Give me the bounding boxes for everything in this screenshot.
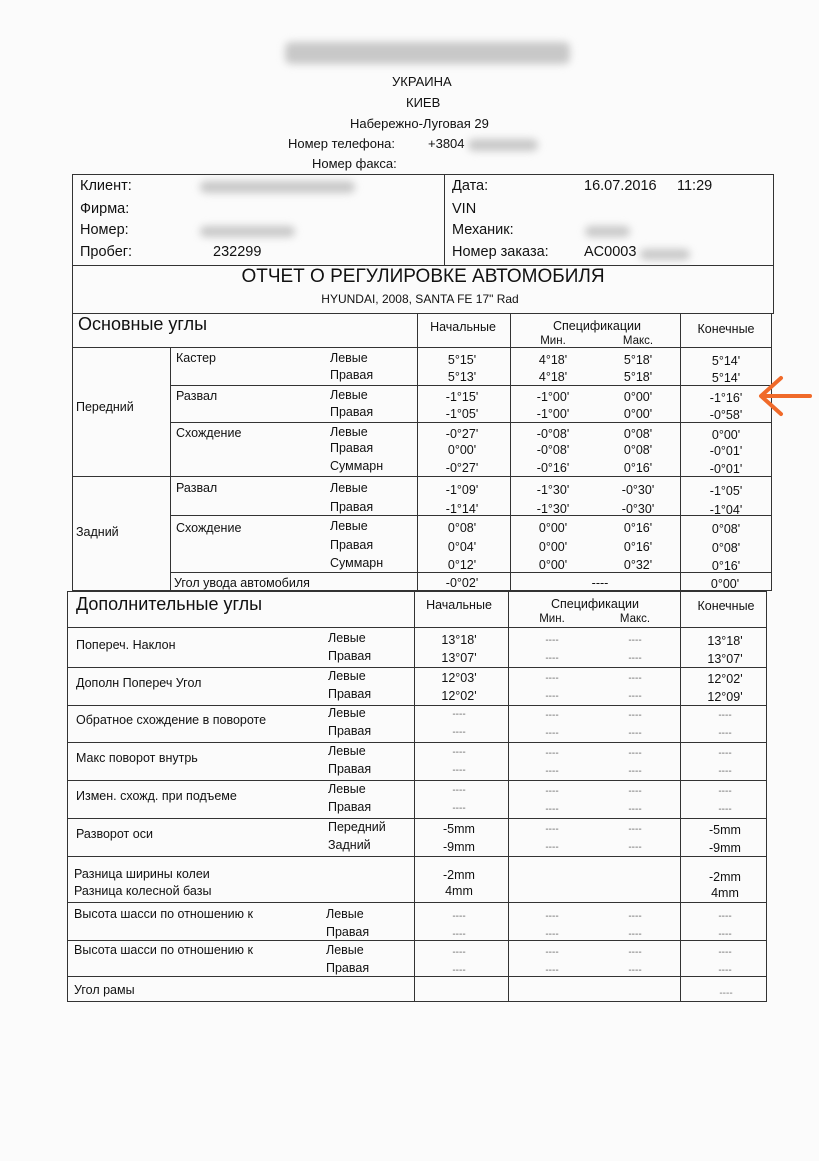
mechanic-label: Механик: bbox=[452, 222, 514, 238]
side-label: Левые bbox=[330, 519, 368, 533]
wheelbase-diff-final: 4mm bbox=[711, 886, 739, 900]
final-value: 12°02' bbox=[707, 672, 743, 686]
initial-value: 12°02' bbox=[441, 689, 477, 703]
front-1-name: Кастер bbox=[176, 351, 216, 365]
vin-label: VIN bbox=[452, 201, 477, 217]
side-label: Правая bbox=[328, 724, 372, 738]
spec-max-value: 0°08' bbox=[623, 443, 653, 457]
redacted-mechanic bbox=[585, 226, 630, 237]
side-label: Задний bbox=[328, 838, 371, 852]
side-label: Правая bbox=[328, 687, 372, 701]
spec-min-value: 0°00' bbox=[538, 558, 568, 572]
initial-value: -9mm bbox=[443, 840, 475, 854]
redacted-number bbox=[200, 226, 295, 237]
height-group-name: Высота шасси по отношению к bbox=[74, 943, 253, 957]
spec-min-value: 0°00' bbox=[538, 521, 568, 535]
side-label: Передний bbox=[328, 820, 386, 834]
side-label: Правая bbox=[330, 405, 374, 419]
final-value: ---- bbox=[718, 766, 732, 777]
country: УКРАИНА bbox=[392, 74, 452, 89]
order-value: AC0003 bbox=[584, 244, 637, 260]
initial-value: -0°27' bbox=[445, 461, 479, 475]
final-value: 0°08' bbox=[711, 541, 741, 555]
spec-max-value: ---- bbox=[628, 635, 642, 646]
side-label: Левые bbox=[328, 631, 366, 645]
wheelbase-diff-initial: 4mm bbox=[445, 884, 473, 898]
initial-value: ---- bbox=[452, 765, 466, 776]
track-diff-initial: -2mm bbox=[443, 868, 475, 882]
final-value: ---- bbox=[718, 748, 732, 759]
initial-value: -1°14' bbox=[445, 502, 479, 516]
final-value: 5°14' bbox=[711, 371, 741, 385]
spec-min-value: ---- bbox=[545, 965, 559, 976]
initial-value: -5mm bbox=[443, 822, 475, 836]
vehicle-info: HYUNDAI, 2008, SANTA FE 17" Rad bbox=[321, 292, 519, 306]
main-col-min: Мин. bbox=[540, 335, 566, 347]
spec-min-value: -0°08' bbox=[536, 443, 570, 457]
mileage-value: 232299 bbox=[213, 244, 262, 260]
final-value: -1°16' bbox=[709, 391, 743, 405]
side-label: Правая bbox=[330, 538, 374, 552]
initial-value: ---- bbox=[452, 929, 466, 940]
side-label: Правая bbox=[330, 500, 374, 514]
initial-value: -1°05' bbox=[445, 407, 479, 421]
spec-min-value: -1°30' bbox=[536, 502, 570, 516]
front-2-name: Развал bbox=[176, 389, 218, 403]
spec-max-value: 0°08' bbox=[623, 427, 653, 441]
spec-max-value: ---- bbox=[628, 786, 642, 797]
side-label: Левые bbox=[328, 669, 366, 683]
initial-value: 5°15' bbox=[447, 353, 477, 367]
spec-max-value: ---- bbox=[628, 804, 642, 815]
frame-angle-label: Угол рамы bbox=[74, 983, 135, 997]
final-value: 12°09' bbox=[707, 690, 743, 704]
spec-max-value: 0°00' bbox=[623, 390, 653, 404]
initial-value: ---- bbox=[452, 747, 466, 758]
final-value: ---- bbox=[718, 965, 732, 976]
rear-1-name: Развал bbox=[176, 481, 218, 495]
initial-value: ---- bbox=[452, 947, 466, 958]
time-value: 11:29 bbox=[677, 178, 713, 194]
final-value: 0°16' bbox=[711, 559, 741, 573]
frame-angle-final: ---- bbox=[719, 988, 733, 999]
redacted-order bbox=[640, 249, 690, 260]
spec-min-value: ---- bbox=[545, 728, 559, 739]
client-label: Клиент: bbox=[80, 178, 132, 194]
initial-value: ---- bbox=[452, 911, 466, 922]
spec-min-value: -0°16' bbox=[536, 461, 570, 475]
main-section-title: Основные углы bbox=[78, 314, 208, 334]
spec-max-value: ---- bbox=[628, 728, 642, 739]
spec-min-value: ---- bbox=[545, 748, 559, 759]
extra-group-name: Обратное схождение в повороте bbox=[76, 713, 267, 727]
redacted-phone bbox=[468, 139, 538, 151]
wheelbase-diff-label: Разница колесной базы bbox=[74, 884, 212, 898]
initial-value: 0°08' bbox=[447, 521, 477, 535]
final-value: ---- bbox=[718, 804, 732, 815]
extra-group-name: Макс поворот внутрь bbox=[76, 751, 198, 765]
order-label: Номер заказа: bbox=[452, 244, 549, 260]
side-label: Левые bbox=[326, 943, 364, 957]
final-value: ---- bbox=[718, 929, 732, 940]
side-label: Правая bbox=[326, 925, 370, 939]
initial-value: -0°27' bbox=[445, 427, 479, 441]
spec-max-value: 0°16' bbox=[623, 461, 653, 475]
initial-value: ---- bbox=[452, 727, 466, 738]
spec-max-value: -0°30' bbox=[621, 502, 655, 516]
initial-value: ---- bbox=[452, 803, 466, 814]
final-value: ---- bbox=[718, 710, 732, 721]
final-value: 13°18' bbox=[707, 634, 743, 648]
date-value: 16.07.2016 bbox=[584, 178, 657, 194]
spec-max-value: 5°18' bbox=[623, 353, 653, 367]
side-label: Правая bbox=[328, 762, 372, 776]
side-label: Левые bbox=[330, 425, 368, 439]
redacted-client bbox=[200, 181, 355, 193]
initial-value: ---- bbox=[452, 965, 466, 976]
initial-value: -1°09' bbox=[445, 483, 479, 497]
spec-max-value: ---- bbox=[628, 842, 642, 853]
spec-min-value: 4°18' bbox=[538, 353, 568, 367]
side-label: Правая bbox=[330, 368, 374, 382]
city: КИЕВ bbox=[406, 95, 441, 110]
initial-value: -1°15' bbox=[445, 390, 479, 404]
spec-max-value: 0°32' bbox=[623, 558, 653, 572]
final-value: -1°05' bbox=[709, 484, 743, 498]
track-diff-label: Разница ширины колеи bbox=[74, 867, 210, 881]
side-label: Левые bbox=[328, 782, 366, 796]
extra-group-name: Попереч. Наклон bbox=[76, 638, 176, 652]
side-label: Правая bbox=[326, 961, 370, 975]
spec-min-value: ---- bbox=[545, 786, 559, 797]
initial-value: 0°12' bbox=[447, 558, 477, 572]
side-label: Суммарн bbox=[330, 556, 384, 570]
arrow-icon bbox=[755, 372, 815, 422]
rear-2-name: Схождение bbox=[176, 521, 242, 535]
spec-min-value: ---- bbox=[545, 653, 559, 664]
spec-min-value: ---- bbox=[545, 804, 559, 815]
final-value: 0°08' bbox=[711, 522, 741, 536]
address: Набережно-Луговая 29 bbox=[350, 116, 489, 131]
spec-max-value: ---- bbox=[628, 710, 642, 721]
side-label: Левые bbox=[328, 706, 366, 720]
spec-min-value: ---- bbox=[545, 842, 559, 853]
thrust-spec: ---- bbox=[591, 576, 609, 590]
spec-max-value: ---- bbox=[628, 673, 642, 684]
spec-max-value: ---- bbox=[628, 929, 642, 940]
extra-col-initial: Начальные bbox=[426, 598, 492, 612]
final-value: 5°14' bbox=[711, 354, 741, 368]
extra-group-name: Дополн Попереч Угол bbox=[76, 676, 202, 690]
final-value: ---- bbox=[718, 911, 732, 922]
spec-min-value: ---- bbox=[545, 766, 559, 777]
final-value: ---- bbox=[718, 947, 732, 958]
initial-value: 0°04' bbox=[447, 540, 477, 554]
date-label: Дата: bbox=[452, 178, 489, 194]
number-label: Номер: bbox=[80, 222, 129, 238]
spec-min-value: ---- bbox=[545, 947, 559, 958]
final-value: ---- bbox=[718, 728, 732, 739]
phone-label: Номер телефона: bbox=[288, 136, 395, 151]
side-label: Левые bbox=[330, 388, 368, 402]
final-value: 13°07' bbox=[707, 652, 743, 666]
spec-max-value: ---- bbox=[628, 748, 642, 759]
extra-group-name: Разворот оси bbox=[76, 827, 153, 841]
extra-section-title: Дополнительные углы bbox=[76, 594, 263, 614]
front-label: Передний bbox=[76, 400, 134, 414]
extra-col-final: Конечные bbox=[697, 599, 755, 613]
spec-max-value: 0°16' bbox=[623, 540, 653, 554]
main-col-max: Макс. bbox=[622, 335, 654, 347]
height-group-name: Высота шасси по отношению к bbox=[74, 907, 253, 921]
final-value: -0°01' bbox=[709, 462, 743, 476]
mileage-label: Пробег: bbox=[80, 244, 133, 260]
initial-value: 12°03' bbox=[441, 671, 477, 685]
spec-min-value: 4°18' bbox=[538, 370, 568, 384]
firm-label: Фирма: bbox=[80, 201, 130, 217]
side-label: Левые bbox=[330, 351, 368, 365]
extra-col-max: Макс. bbox=[619, 613, 651, 625]
extra-col-min: Мин. bbox=[539, 613, 565, 625]
final-value: -0°58' bbox=[709, 408, 743, 422]
final-value: -9mm bbox=[709, 841, 741, 855]
final-value: -5mm bbox=[709, 823, 741, 837]
final-value: 0°00' bbox=[711, 428, 741, 442]
initial-value: 0°00' bbox=[447, 443, 477, 457]
spec-min-value: -1°00' bbox=[536, 390, 570, 404]
side-label: Суммарн bbox=[330, 459, 384, 473]
spec-max-value: -0°30' bbox=[621, 483, 655, 497]
spec-min-value: -1°30' bbox=[536, 483, 570, 497]
extra-group-name: Измен. схожд. при подъеме bbox=[76, 789, 237, 803]
fax-label: Номер факса: bbox=[312, 156, 397, 171]
final-value: ---- bbox=[718, 786, 732, 797]
side-label: Левые bbox=[326, 907, 364, 921]
spec-min-value: ---- bbox=[545, 673, 559, 684]
initial-value: ---- bbox=[452, 785, 466, 796]
rear-label: Задний bbox=[76, 525, 119, 539]
initial-value: 13°07' bbox=[441, 651, 477, 665]
phone-value: +3804 bbox=[428, 136, 465, 151]
thrust-initial: -0°02' bbox=[445, 576, 479, 590]
final-value: -1°04' bbox=[709, 503, 743, 517]
spec-max-value: 0°00' bbox=[623, 407, 653, 421]
spec-max-value: ---- bbox=[628, 965, 642, 976]
track-diff-final: -2mm bbox=[709, 870, 741, 884]
spec-min-value: -0°08' bbox=[536, 427, 570, 441]
side-label: Левые bbox=[330, 481, 368, 495]
side-label: Правая bbox=[328, 649, 372, 663]
thrust-final: 0°00' bbox=[710, 577, 740, 591]
spec-min-value: ---- bbox=[545, 691, 559, 702]
spec-min-value: ---- bbox=[545, 929, 559, 940]
main-col-spec: Спецификации bbox=[553, 319, 641, 333]
spec-min-value: ---- bbox=[545, 710, 559, 721]
main-col-initial: Начальные bbox=[430, 320, 496, 334]
initial-value: ---- bbox=[452, 709, 466, 720]
report-title: ОТЧЕТ О РЕГУЛИРОВКЕ АВТОМОБИЛЯ bbox=[241, 266, 605, 287]
final-value: -0°01' bbox=[709, 444, 743, 458]
extra-col-spec: Спецификации bbox=[551, 597, 639, 611]
side-label: Правая bbox=[328, 800, 372, 814]
spec-min-value: -1°00' bbox=[536, 407, 570, 421]
thrust-label: Угол увода автомобиля bbox=[174, 576, 310, 590]
spec-min-value: 0°00' bbox=[538, 540, 568, 554]
side-label: Правая bbox=[330, 441, 374, 455]
initial-value: 5°13' bbox=[447, 370, 477, 384]
spec-max-value: ---- bbox=[628, 691, 642, 702]
spec-max-value: 0°16' bbox=[623, 521, 653, 535]
spec-max-value: ---- bbox=[628, 653, 642, 664]
spec-max-value: ---- bbox=[628, 766, 642, 777]
side-label: Левые bbox=[328, 744, 366, 758]
spec-min-value: ---- bbox=[545, 824, 559, 835]
main-col-final: Конечные bbox=[697, 322, 755, 336]
redacted-company-name bbox=[285, 42, 570, 64]
spec-max-value: ---- bbox=[628, 824, 642, 835]
spec-max-value: ---- bbox=[628, 911, 642, 922]
spec-min-value: ---- bbox=[545, 635, 559, 646]
initial-value: 13°18' bbox=[441, 633, 477, 647]
front-3-name: Схождение bbox=[176, 426, 242, 440]
spec-max-value: 5°18' bbox=[623, 370, 653, 384]
spec-max-value: ---- bbox=[628, 947, 642, 958]
spec-min-value: ---- bbox=[545, 911, 559, 922]
